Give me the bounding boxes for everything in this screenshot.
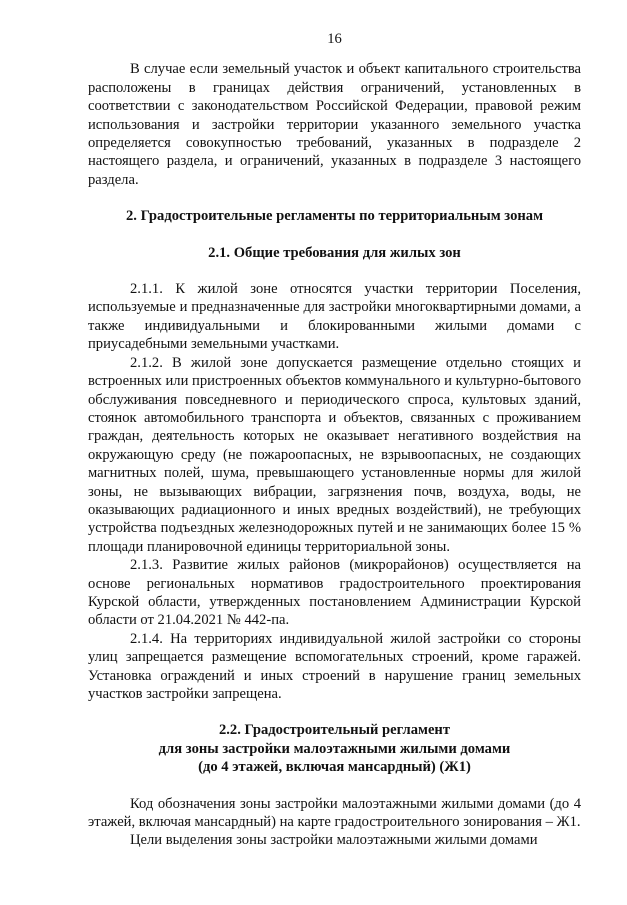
- code-paragraph: Код обозначения зоны застройки малоэтажными жилыми домами (до 4 этажей, включая мансардный) на карте градостроительного зонирования – Ж1.: [88, 795, 581, 831]
- goals-paragraph: Цели выделения зоны застройки малоэтажными жилыми домами: [130, 832, 538, 849]
- page-number: 16: [327, 31, 342, 47]
- regulation-heading: [88, 721, 581, 776]
- clause-2-1-3: 2.1.3. Развитие жилых районов (микрорайонов) осуществляется на основе региональных нормативов градостроительного проектирования Курской области, утвержденных постановлением Администрации Курской области от 21.04.2021 № 442-па.: [88, 557, 581, 629]
- clause-2-1-1: 2.1.1. К жилой зоне относятся участки территории Поселения, используемые и предназначенные для застройки многоквартирными домами, а также индивидуальными и блокированными жилыми домами с приусадебными земельными участками.: [88, 281, 581, 353]
- regulation-heading-line3: (до 4 этажей, включая мансардный) (Ж1): [198, 759, 471, 776]
- regulation-heading-line1: 2.2. Градостроительный регламент: [218, 722, 450, 739]
- clause-2-1-4: 2.1.4. На территориях индивидуальной жилой застройки со стороны улиц запрещается размещение вспомогательных строений, кроме гаражей. Установка ограждений и иных строений в нарушение границ земельных участков застройки запрещена.: [88, 630, 581, 702]
- regulation-heading-line2: для зоны застройки малоэтажными жилыми домами: [158, 740, 511, 757]
- subsection-heading: 2.1. Общие требования для жилых зон: [208, 244, 461, 261]
- clause-2-1-2: 2.1.2. В жилой зоне допускается размещение отдельно стоящих и встроенных или пристроенных объектов коммунального и культурно-бытового обслуживания повседневного и периодического спроса, культовых зданий, стоянок автомобильного транспорта и объектов, связанных с проживанием граждан, деятельность которых не оказывает негативного воздействия на окружающую среду (не пожароопасных, не взрывоопасных, не создающих магнитных полей, шума, превышающего установленные нормы для жилой зоны, не вызывающих вибрации, загрязнения почв, воздуха, воды, не оказывающих радиационного и иных вредных воздействий), не требующих устройства подъездных железнодорожных путей и не занимающих более 15 % площади планировочной единицы территориальной зоны.: [88, 354, 581, 555]
- intro-paragraph: В случае если земельный участок и объект капитального строительства расположены в границах действия ограничений, установленных в соответствии с законодательством Российской Федерации, правовой режим использования и застройки территории указанного земельного участка определяется совокупностью требований, указанных в подразделе 2 настоящего раздела, и ограничений, указанных в подразделе 3 настоящего раздела.: [88, 61, 581, 188]
- section-heading: 2. Градостроительные регламенты по территориальным зонам: [125, 208, 544, 225]
